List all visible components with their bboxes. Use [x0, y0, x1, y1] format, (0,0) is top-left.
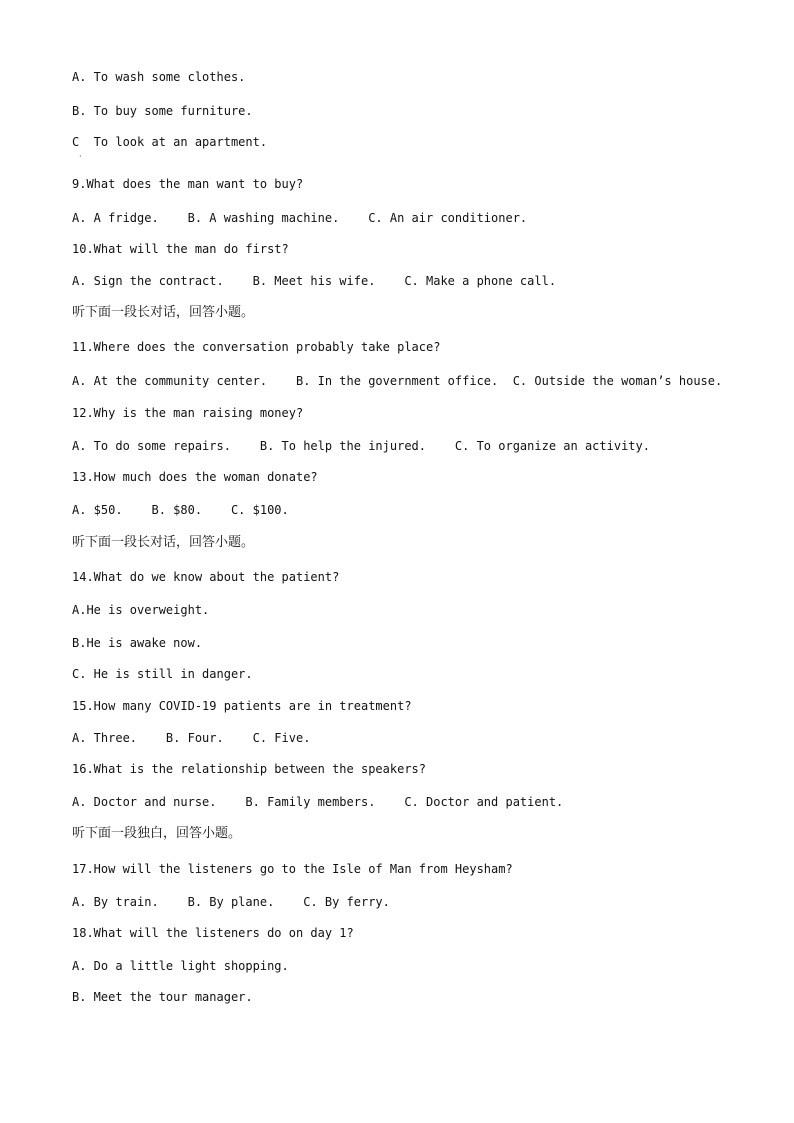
q15-options: A. Three. B. Four. C. Five.	[72, 731, 311, 745]
q12-question: 12.Why is the man raising money?	[72, 406, 304, 420]
q10-options: A. Sign the contract. B. Meet his wife. C. Make a phone call.	[72, 274, 557, 288]
q14-option-b: B.He is awake now.	[72, 636, 203, 650]
q10-question: 10.What will the man do first?	[72, 242, 289, 256]
q13-question: 13.How much does the woman donate?	[72, 470, 318, 484]
q18-question: 18.What will the listeners do on day 1?	[72, 926, 354, 940]
stray-mark: ·	[79, 152, 82, 161]
q17-question: 17.How will the listeners go to the Isle of Man from Heysham?	[72, 862, 513, 876]
section-heading-2: 听下面一段长对话，回答小题。	[72, 535, 255, 550]
q16-question: 16.What is the relationship between the speakers?	[72, 762, 427, 776]
q18-option-a: A. Do a little light shopping.	[72, 959, 289, 973]
section-heading-1: 听下面一段长对话，回答小题。	[72, 305, 255, 320]
q15-question: 15.How many COVID-19 patients are in treatment?	[72, 699, 412, 713]
q17-options: A. By train. B. By plane. C. By ferry.	[72, 895, 390, 909]
q8-option-b: B. To buy some furniture.	[72, 104, 253, 118]
q11-options: A. At the community center. B. In the government office. C. Outside the woman’s house.	[72, 374, 723, 388]
q16-options: A. Doctor and nurse. B. Family members. C. Doctor and patient.	[72, 795, 564, 809]
q14-option-a: A.He is overweight.	[72, 603, 210, 617]
q18-option-b: B. Meet the tour manager.	[72, 990, 253, 1004]
section-heading-3: 听下面一段独白，回答小题。	[72, 826, 242, 841]
q14-option-c: C. He is still in danger.	[72, 667, 253, 681]
q13-options: A. $50. B. $80. C. $100.	[72, 503, 289, 517]
q12-options: A. To do some repairs. B. To help the injured. C. To organize an activity.	[72, 439, 650, 453]
q11-question: 11.Where does the conversation probably take place?	[72, 340, 441, 354]
q8-option-c: C To look at an apartment.	[72, 135, 268, 149]
q9-question: 9.What does the man want to buy?	[72, 177, 304, 191]
q14-question: 14.What do we know about the patient?	[72, 570, 340, 584]
q8-option-a: A. To wash some clothes.	[72, 70, 246, 84]
q9-options: A. A fridge. B. A washing machine. C. An air conditioner.	[72, 211, 528, 225]
